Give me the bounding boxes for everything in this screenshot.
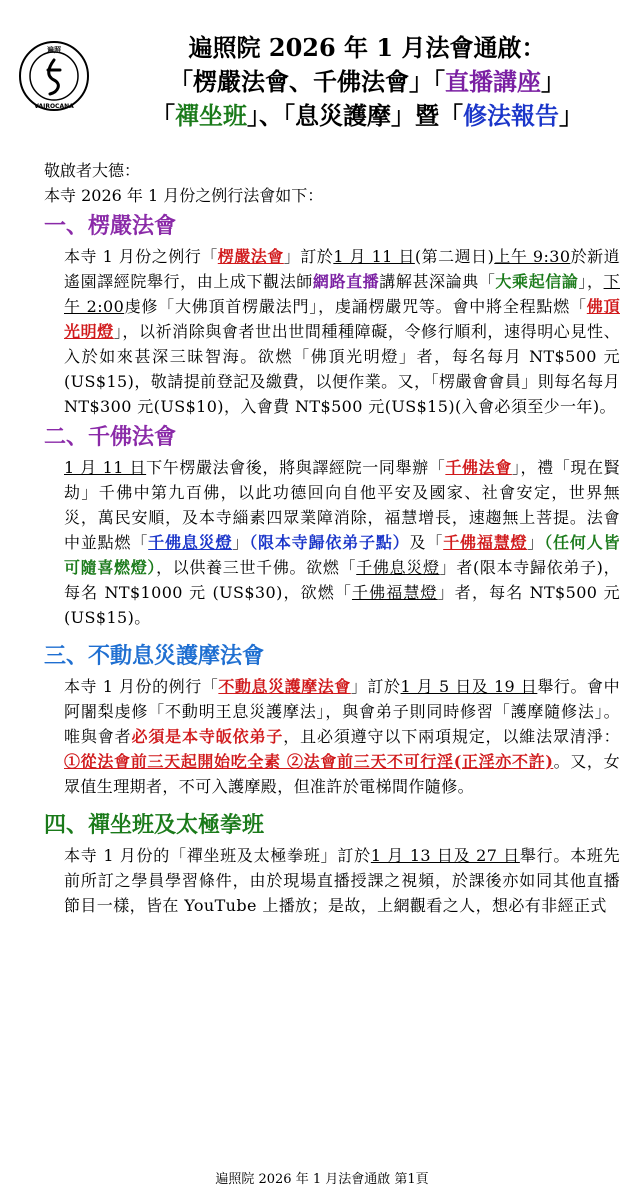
section-2-text-segment: 舉行。會中阿闍梨虔修「不動明王息災護摩法」，與會弟子則同時修習「護摩隨修法」。唯與會者 [64,677,620,746]
section-body-meditation [44,843,620,918]
section-1-text-segment: （限本寺歸依弟子點） [249,533,410,552]
section-body-homa [44,674,620,799]
section-2-text-segment: 不動息災護摩法會 [218,677,351,696]
section-1-text-segment: 」，禮「現在賢劫」千佛中第九百佛，以此功德回向自他平安及國家、社會安定，世界無災，萬民安順，及本寺緇素四眾業障消除，福慧增長，速趨無上菩提。法會中並點燃「 [64,458,621,552]
title-line-2-part-1: 「楞嚴法會、千佛法會」「 [169,67,445,96]
section-2-text-segment: ①從法會前三天起開始吃全素 ②法會前三天不可行淫(正淫亦不許) [64,752,554,771]
section-1-text-segment: 千佛息災燈 [356,558,440,577]
section-1-text-segment: 」 [232,533,250,552]
title-practice-report: 修法報告 [463,101,559,130]
greeting: 敬啟者大德： [44,161,141,180]
section-2-text-segment: 。又，女眾值生理期者，不可入護摩殿，但准許於電梯間作隨修。 [64,752,620,796]
section-1-text-segment: 」 [527,533,545,552]
section-0-text-segment: 下午 2:00 [64,272,620,316]
section-2-text-segment: 本寺 1 月份的例行「 [64,677,219,696]
title-meditation-class: 禪坐班 [175,101,247,130]
page-footer: 遍照院 2026 年 1 月法會通啟 第1頁 [215,1172,429,1187]
section-1-text-segment: 」者，每名 NT$500 元(US$15)。 [64,583,620,627]
section-0-text-segment: 佛頂光明燈 [64,297,620,341]
svg-text:遍照: 遍照 [47,45,61,54]
section-0-text-segment: 大乘起信論 [495,272,579,291]
section-heading-homa: 三、不動息災護摩法會 [44,643,265,669]
section-1-text-segment: ，以供養三世千佛。欲燃「 [156,558,357,577]
section-0-text-segment: 楞嚴法會 [217,247,284,266]
section-body-shurangama [44,244,620,419]
section-2-text-segment: 1 月 5 日及 19 日 [400,677,538,696]
section-0-text-segment: 」， [578,272,604,291]
section-0-text-segment: 上午 9:30 [494,247,571,266]
section-heading-thousand-buddha: 二、千佛法會 [44,424,177,450]
section-1-text-segment: 千佛福慧燈 [351,583,438,602]
section-heading-meditation: 四、禪坐班及太極拳班 [44,812,265,838]
section-0-text-segment: 1 月 11 日 [333,247,415,266]
section-0-text-segment: 」訂於 [283,247,334,266]
section-0-text-segment: (第二週日) [414,247,495,266]
title-line-3-part-5: 」 [559,101,583,130]
section-2-text-segment: 」訂於 [350,677,401,696]
section-3-text-segment: 1 月 13 日及 27 日 [370,846,520,865]
section-3-text-segment: 舉行。本班先前所訂之學員學習條件，由於現場直播授課之視頻，於課後亦如同其他直播節目一樣，皆在 YouTube 上播放；是故，上網觀看之人，想必有非經正式 [64,846,620,915]
section-2-text-segment: ，且必須遵守以下兩項規定，以維法眾清淨： [283,727,620,746]
section-0-text-segment: 」，以祈消除與會者世出世間種種障礙，令修行順利，速得明心見性、入於如來甚深三昧智海。欲燃「佛頂光明燈」者，每名每月 NT$500 元(US$15)，敬請提前登記及繳費，以便作業。又，「楞嚴會會員」則每名每月 NT$300 元(US$10)，入會費 NT$500 元(US$15)(入會必須至少一年)。 [64,322,620,416]
title-line-3-part-1: 「 [151,101,175,130]
title-line-2-part-3: 」 [541,67,565,96]
notice-body [44,158,620,918]
section-1-text-segment: 」者(限本寺歸依弟子)，每名 NT$1000 元 (US$30)，欲燃「 [64,558,620,602]
section-0-text-segment: 於新逍遙園譯經院舉行，由 [64,247,620,291]
title-live-lecture: 直播講座 [445,67,541,96]
section-1-text-segment: 千佛息災燈 [148,533,233,552]
section-heading-shurangama: 一、楞嚴法會 [44,213,177,239]
section-0-text-segment: 虔修「大佛頂首楞嚴法門」，虔誦楞嚴咒等。會中將全程點燃「 [124,297,587,316]
section-1-text-segment: 及「 [409,533,444,552]
section-2-text-segment: 必須是本寺皈依弟子 [131,727,284,746]
section-3-text-segment: 本寺 1 月份的「禪坐班及太極拳班」訂於 [64,846,371,865]
section-body-thousand-buddha [44,455,620,630]
svg-text:VAIROCANA: VAIROCANA [34,103,74,110]
section-1-text-segment: （任何人皆可隨喜燃燈） [64,533,620,577]
temple-logo-icon [18,40,90,112]
title-line-2 [100,64,634,100]
section-1-text-segment: 1 月 11 日 [64,458,147,477]
intro-lead: 本寺 2026 年 1 月份之例行法會如下： [44,186,324,205]
title-line-3 [100,98,634,134]
title-line-1: 遍照院 2026 年 1 月法會通啟： [188,33,546,62]
section-0-text-segment: 上成下觀法師 [213,272,313,291]
section-0-text-segment: 網路直播 [312,272,380,291]
section-0-text-segment: 本寺 1 月份之例行「 [64,247,218,266]
section-1-text-segment: 下午楞嚴法會後，將與譯經院一同舉辦「 [146,458,446,477]
section-1-text-segment: 千佛法會 [445,458,512,477]
section-0-text-segment: 講解甚深論典「 [379,272,496,291]
section-1-text-segment: 千佛福慧燈 [443,533,528,552]
title-line-3-part-3: 」、「息災護摩」暨「 [247,101,463,130]
